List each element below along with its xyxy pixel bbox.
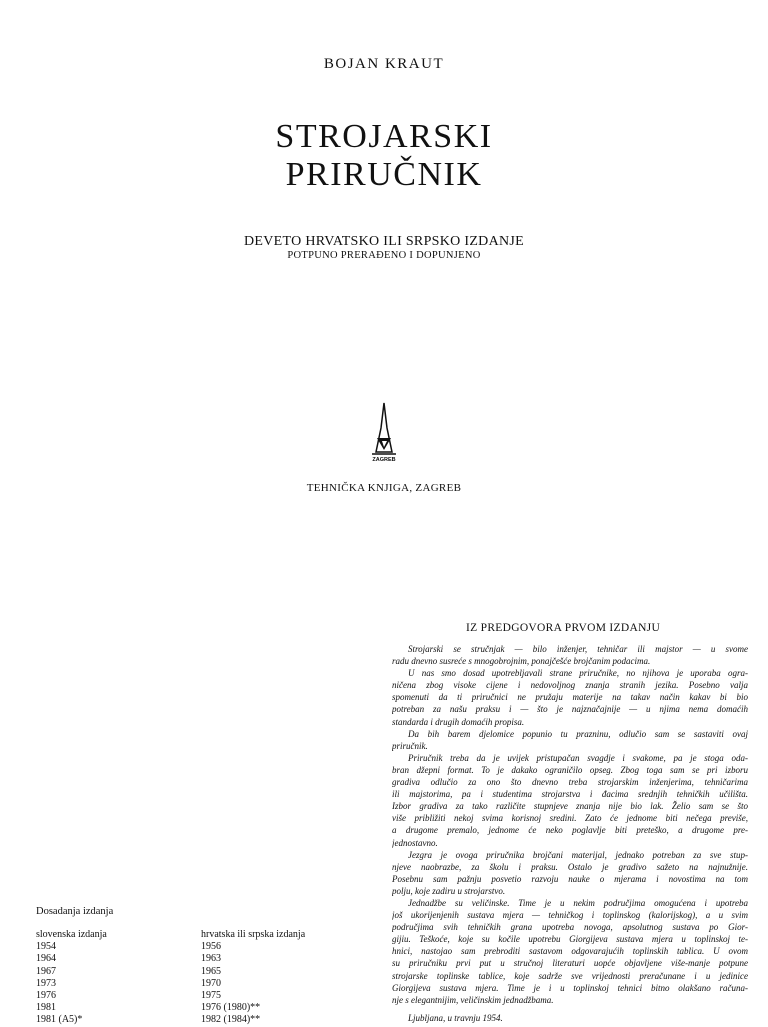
edition-year: 1976 [36,990,56,1002]
croatian-serbian-editions-list [201,929,305,1027]
publisher-name: TEHNIČKA KNJIGA, ZAGREB [306,482,462,494]
author-name: BOJAN KRAUT [323,56,445,72]
preface-heading: IZ PREDGOVORA PRVOM IZDANJU [466,622,661,634]
preface-line: Posebnu sam pažnju posvetio razvoju nauke o mjerama i novostima na tom [392,873,748,884]
preface-line: ničena zbog visoke cijene i nedovoljnog znanja stranih jezika. Posebno valja [392,680,748,691]
preface-line: Strojarski se stručnjak — bilo inženjer, tehničar ili majstor — u svome [408,644,748,654]
preface-line: strojarske toplinske tablice, koje sadrže sve vrijednosti preračunane i u jedinice [392,970,748,981]
edition-year: 1982 (1984)** [201,1014,261,1026]
tehnicka-knjiga-logo-icon [364,402,404,466]
logo-text: ZAGREB [372,457,396,463]
edition-year: 1956 [201,941,221,953]
slovenian-editions-list [36,929,107,1027]
preface-line: priručnik. [392,740,428,751]
preface-line: U nas smo dosad upotrebljavali strane priručnike, no njihova je uporaba ogra- [408,668,748,679]
preface-line: su priručniku prvi put u stručnoj literaturi uopće objavljene više-manje potpune [392,958,748,969]
edition-year: 1954 [36,941,56,953]
preface-line: Giorgijeva sustava mjera. Time je i u toplinskoj tehnici bitno olakšano računa- [392,982,748,993]
edition-year: 1970 [201,977,221,989]
publisher-logo [364,402,404,466]
preface-line: Priručnik treba da je uvijek pristupačan svagdje i svakome, pa je stoga oda- [408,752,748,763]
edition-year: 1964 [36,953,56,965]
preface-body [392,643,748,1006]
preface-line: potreban za našu praksu i — što je najznačajnije — u njima nema domaćih [392,704,748,715]
edition-year: 1981 [36,1002,56,1014]
preface-line: bran džepni format. To je dakako ograničilo opseg. Zbog toga sam se pri izboru [392,764,748,775]
edition-year: 1963 [201,953,221,965]
preface-line: Izbor gradiva za tako različite stupnjeve znanja nije bio lak. Želio sam se što [392,801,748,812]
edition-year: 1981 (A5)* [36,1014,83,1026]
preface-line: radu dnevno susreće s mnogobrojnim, ponajčešće brojčanim podacima. [392,656,651,667]
preface-line: njeve naobrazbe, za školu i praksu. Ostalo je gradivo sažeto na najnužnije. [392,861,748,872]
preface-line: hnici, nastojao sam prebroditi sastavom odgovarajućih toplinskih tablica. U ovom [392,946,748,957]
editions-heading: Dosadanja izdanja [36,906,114,917]
preface-line: Jednadžbe su veličinske. Time je u nekim područjima omogućena i upotreba [408,897,748,908]
preface-line: još ukorijenjenih sustava mjera — tehničkog i toplinskog (kalorijskog), a u svim [392,910,748,921]
preface-line: ili majstorima, pa i studentima strojarstva i đacima srednjih tehničkih učilišta. [392,789,748,800]
preface-line: Jezgra je ovoga priručnika brojčani materijal, jednako potreban za sve stup- [408,849,748,860]
edition-substatement: POTPUNO PRERAĐENO I DOPUNJENO [287,250,481,261]
preface-line: gradiva odlučio za ono što dnevno treba strojarskim inženjerima, tehničarima [392,777,748,788]
preface-line: jednostavno. [392,837,438,848]
edition-year: 1975 [201,990,221,1002]
edition-year: 1965 [201,965,221,977]
edition-year: 1976 (1980)** [201,1002,261,1014]
book-title-line-1: STROJARSKI [275,118,493,155]
preface-line: Da bih barem djelomice popunio tu prazninu, odlučio sam se sastaviti ovaj [408,728,748,739]
croatian-serbian-editions-header: hrvatska ili srpska izdanja [201,929,306,940]
slovenian-editions-header: slovenska izdanja [36,929,107,940]
preface-line: više približiti nekoj svima korisnoj sredini. Zato će jednome biti nečega previše, [392,813,748,824]
preface-signoff: Ljubljana, u travnju 1954. [408,1013,503,1023]
edition-statement: DEVETO HRVATSKO ILI SRPSKO IZDANJE [243,234,525,249]
edition-year: 1967 [36,965,56,977]
preface-line: polju, koje zadiru u strojarstvo. [392,885,506,896]
book-title [0,118,768,194]
preface-line: standarda i drugih domaćih propisa. [392,716,525,727]
preface-line: a drugome premalo, jednome će neko poglavlje biti preteško, a drugome pre- [392,825,748,836]
edition-year: 1973 [36,977,56,989]
preface-line: nje s elegantnijim, veličinskim jednadžbama. [392,994,554,1005]
preface-line: područjima svih tehničkih grana upotreba novoga, apsolutnog sustava po Gior- [392,922,748,933]
preface-line: gijiu. Teškoće, koje su kočile upotrebu Giorgijeva sustava mjera u toplinskoj te- [392,934,748,945]
book-title-line-2: PRIRUČNIK [285,156,483,193]
preface-line: spomenuti da ti priručnici ne pružaju materije na takav način kakav bi bio [392,692,748,703]
